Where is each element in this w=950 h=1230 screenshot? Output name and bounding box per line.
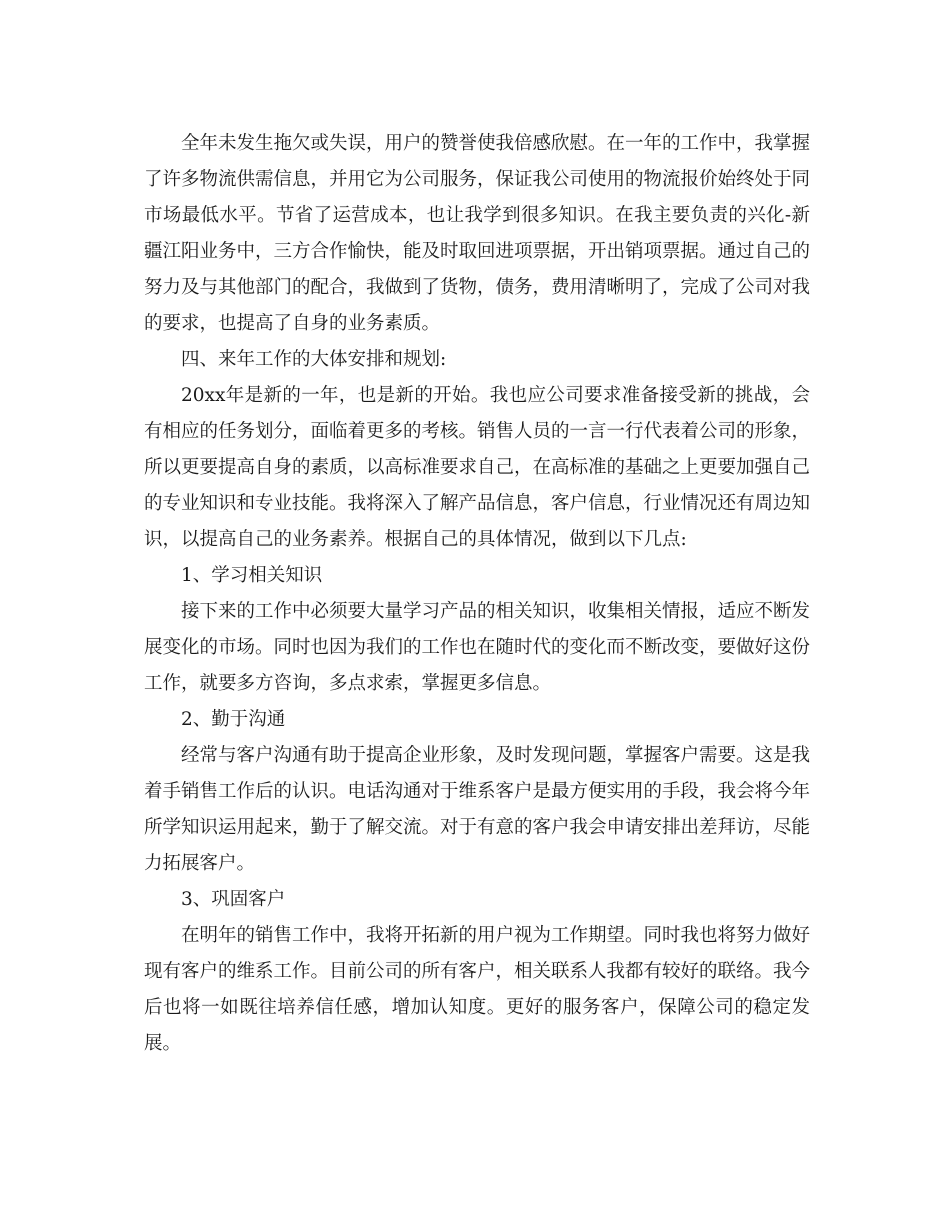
paragraph-next-year-intro: 20xx年是新的一年，也是新的开始。我也应公司要求准备接受新的挑战，会有相应的任务划分，面临着更多的考核。销售人员的一言一行代表着公司的形象，所以更要提高自身的素质，以高标准要求自己，在高标准的基础之上更要加强自己的专业知识和专业技能。我将深入了解产品信息，客户信息，行业情况还有周边知识，以提高自己的业务素养。根据自己的具体情况，做到以下几点: [144, 385, 811, 550]
paragraph-communication: 经常与客户沟通有助于提高企业形象，及时发现问题，掌握客户需要。这是我着手销售工作后的认识。电话沟通对于维系客户是最方便实用的手段，我会将今年所学知识运用起来，勤于了解交流。对于有意的客户我会申请安排出差拜访，尽能力拓展客户。 [144, 745, 811, 874]
paragraph-retain-customers: 在明年的销售工作中，我将开拓新的用户视为工作期望。同时我也将努力做好现有客户的维系工作。目前公司的所有客户，相关联系人我都有较好的联络。我今后也将一如既往培养信任感，增加认知度。更好的服务客户，保障公司的稳定发展。 [144, 925, 811, 1054]
paragraph-work-summary: 全年未发生拖欠或失误，用户的赞誉使我倍感欣慰。在一年的工作中，我掌握了许多物流供需信息，并用它为公司服务，保证我公司使用的物流报价始终处于同市场最低水平。节省了运营成本，也让我学到很多知识。在我主要负责的兴化-新疆江阳业务中，三方合作愉快，能及时取回进项票据，开出销项票据。通过自己的努力及与其他部门的配合，我做到了货物，债务，费用清晰明了，完成了公司对我的要求，也提高了自身的业务素质。 [144, 133, 811, 334]
subheading-learn-knowledge: 1、学习相关知识 [181, 565, 323, 586]
subheading-communication: 2、勤于沟通 [181, 709, 286, 730]
section-heading-next-year-plan: 四、来年工作的大体安排和规划: [181, 349, 447, 370]
document-body [144, 126, 810, 1062]
subheading-retain-customers: 3、巩固客户 [181, 889, 286, 910]
paragraph-learn-knowledge: 接下来的工作中必须要大量学习产品的相关知识，收集相关情报，适应不断发展变化的市场。同时也因为我们的工作也在随时代的变化而不断改变，要做好这份工作，就要多方咨询，多点求索，掌握更多信息。 [144, 601, 811, 694]
